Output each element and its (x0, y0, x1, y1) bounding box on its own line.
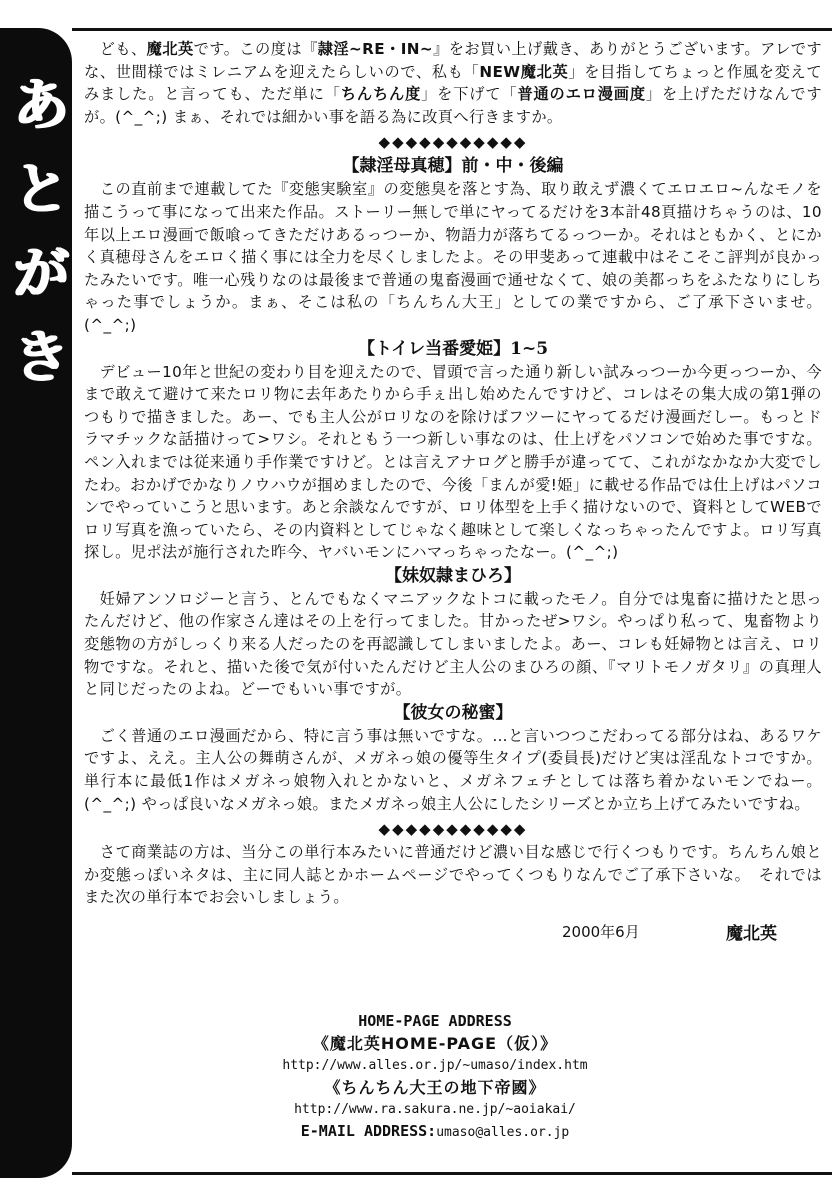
signature-line (84, 917, 822, 945)
new-name: NEW魔北英 (479, 62, 569, 81)
email-label: E-MAIL ADDRESS: (300, 1122, 437, 1140)
closing-paragraph (84, 841, 822, 909)
divider: ◆◆◆◆◆◆◆◆◆◆◆ (378, 133, 528, 152)
site-title: 《魔北英HOME-PAGE（仮）》 (312, 1034, 558, 1053)
site-url-link[interactable]: http://www.ra.sakura.ne.jp/~aoiakai/ (294, 1102, 576, 1117)
section-heading: 【妹奴隷まひろ】 (385, 565, 521, 586)
top-rule (72, 28, 832, 31)
date: 2000年6月 (562, 923, 640, 941)
author-inline: 魔北英 (146, 40, 194, 58)
homepage-heading: HOME-PAGE ADDRESS (358, 1012, 512, 1030)
bottom-rule (72, 1172, 832, 1175)
title-banner (0, 28, 72, 1178)
section-heading: 【トイレ当番愛姫】1~5 (357, 338, 549, 359)
section-heading: 【隷淫母真穂】前・中・後編 (342, 156, 564, 177)
intro-text: 』をお買い上げ戴き、ありがとうございます。アレですな、世間様ではミレニアムを迎えたらしいので、私も「 (84, 40, 823, 81)
section-text (84, 725, 822, 815)
afterword-body (84, 38, 822, 945)
intro-text: 」を下げて「 (421, 85, 518, 104)
intro-text: ども、 (99, 40, 147, 58)
site-url-link[interactable]: http://www.alles.or.jp/~umaso/index.htm (282, 1058, 588, 1073)
section-text (84, 361, 822, 564)
section-heading: 【彼女の秘蜜】 (393, 702, 513, 723)
contact-footer (220, 1010, 650, 1144)
intro-text: 」を上げただけなんですが。(^_^;) まぁ、それでは細かい事を語る為に改頁へ行きますか。 (84, 85, 823, 126)
author-signature: 魔北英 (726, 924, 777, 944)
page-title: あとがき (2, 74, 70, 410)
emphasis-text: ちんちん度 (340, 85, 422, 104)
book-title: 隷淫~RE・IN~ (317, 40, 434, 58)
intro-text: です。この度は『 (193, 40, 318, 58)
section-body: 妊婦アンソロジーと言う、とんでもなくマニアックなトコに載ったモノ。自分では鬼畜に描けたと思ったんだけど、他の作家さん達はその上を行ってました。甘かったぜ>ワシ。やっぱり私って、鬼畜物より変態物の方がしっくり来る人だったのを再認識してしまいましたよ。あー、コレも妊婦物とは言え、ロリ物ですな。それと、描いた後で気が付いたんだけど主人公のまひろの顔、『マリトモノガタリ』の真理人と同じだったのよね。どーでもいい事ですが。 (84, 589, 822, 699)
intro-paragraph (84, 38, 822, 128)
section-body: ごく普通のエロ漫画だから、特に言う事は無いですな。…と言いつつこだわってる部分はね、あるワケですよ、ええ。主人公の舞萌さんが、メガネっ娘の優等生タイプ(委員長)だけど実は淫乱なトコですか。単行本に最低1作はメガネっ娘物入れとかないと、メガネフェチとしては落ち着かないモンでねー。(^_^;) やっぱ良いなメガネっ娘。またメガネっ娘主人公にしたシリーズとか立ち上げてみたいですね。 (84, 726, 823, 813)
closing-text: さて商業誌の方は、当分この単行本みたいに普通だけど濃い目な感じで行くつもりです。ちんちん娘とか変態っぽいネタは、主に同人誌とかホームページでやってくつもりなんでご了承下さいな。 それではまた次の単行本でお会いしましょう。 (84, 843, 822, 907)
divider: ◆◆◆◆◆◆◆◆◆◆◆ (378, 820, 528, 839)
email-link[interactable]: umaso@alles.or.jp (436, 1125, 570, 1140)
email-line (220, 1120, 650, 1144)
intro-text: 」を目指してちょっと作風を変えてみました。と言っても、ただ単に「 (84, 62, 822, 104)
section-text (84, 588, 822, 701)
section-text (84, 178, 822, 336)
site-title: 《ちんちん大王の地下帝國》 (324, 1078, 546, 1097)
section-body: この直前まで連載してた『変態実験室』の変態臭を落とす為、取り敢えず濃くてエロエロ~んなモノを描こうって事になって出来た作品。ストーリー無しで単にヤってるだけを3本計48頁描けちゃうのは、10年以上エロ漫画で飯喰ってきただけあるっつーか、物語力が落ちてるっつーか。それはともかく、とにかく真穂母さんをエロく描く事には全力を尽くしましたよ。その甲斐あって連載中はそこそこ評判が良かったみたいです。唯一心残りなのは最後まで普通の鬼畜漫画で通せなくて、娘の美都っちをふたなりにしちゃった事でしょうか。まぁ、そこは私の「ちんちん大王」としての業ですから、ご了承下さいませ。(^_^;) (84, 180, 822, 334)
emphasis-text: 普通のエロ漫画度 (517, 85, 646, 104)
section-body: デビュー10年と世紀の変わり目を迎えたので、冒頭で言った通り新しい試みっつーか今更っつーか、今まで敢えて避けて来たロリ物に去年あたりから手ぇ出し始めたんですけど、コレはその集大成の第1弾のつもりで描きました。あー、でも主人公がロリなのを除けばフツーにヤってるだけ漫画だしー。もっとドラマチックな話描けって>ワシ。それともう一つ新しい事なのは、仕上げをパソコンで始めた事ですな。ペン入れまでは従来通り手作業ですけど。とは言えアナログと勝手が違ってて、これがなかなか大変でしたわ。おかげでかなりノウハウが掴めましたので、今後「まんが愛!姫」に載せる作品では仕上げはパソコンでやっていこうと思います。あと余談なんですが、ロリ体型を上手く描けないので、資料としてWEBでロリ写真を漁っていたら、その内資料としてじゃなく趣味として楽しくなっちゃったんですよ。ロリ写真探し。児ポ法が施行された昨今、ヤバいモンにハマっちゃったなー。(^_^;) (84, 362, 822, 562)
